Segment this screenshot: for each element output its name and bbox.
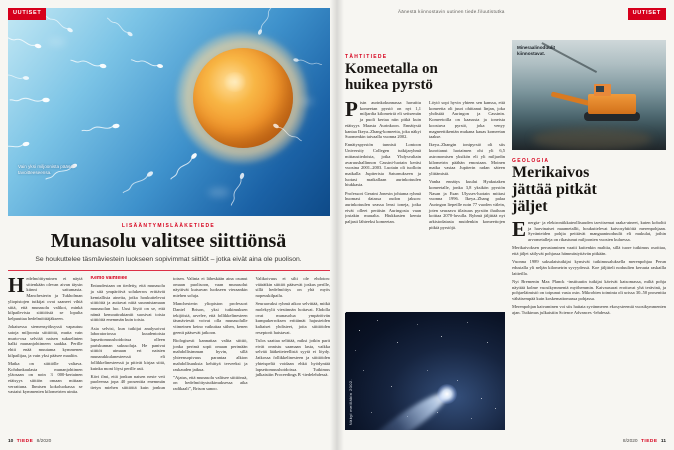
- issue-number: 8/2020: [36, 439, 52, 444]
- stars: [345, 312, 346, 313]
- article-paragraph: ”Ajatus, että munasolu valitsee siittiönsä, on hedelmöitystutkimuksessa aika radikaali”, Brison sanoo.: [173, 374, 248, 392]
- comet-head: [437, 384, 457, 404]
- article-paragraph: Tulos saattaa selittää, miksi jotkin parit eivät onnistu saamaan lasta, vaikka selvää lääketieteellistä syytä ei löydy. Jatkossa follikkelinesteen ja siittiöiden yhteispeliä voidaan ehkä hyödyntää lapsettomuushoidoissa. Tutkimus julkaistiin Proceedings B -tiedelehdessä.: [255, 338, 330, 378]
- article-paragraph: Professori Geraint Jonesin johtama ryhmä huomasi datassa oudon jakson: aurinkotuulen seassa lensi ioneja, jotka eivät olleet peräisin Auringosta vaan jostakin muualta. Hiukkasten kemia paljasti lähteeksi komeetan.: [345, 190, 421, 225]
- article-paragraph: Ikeya–Zhangin ionipyrstö oli siis kurottanut luotaimen ohi yli 6,5 astronomisen yksikön eli yli miljardin kilometrin päähän emostaan. Moinen matka vastaa Jupiterin radan säteen ylittämistä.: [429, 142, 505, 176]
- article-paragraph: Asia selvisi, kun tutkijat analysoivat laboratoriossa kuudentoista lapsettomuushoidoissa olleen pariskunnan sukusoluja. He panivat siittiöt uimaan eri naisten munarakkulanesteessä eli follikkelinesteessä ja pitivät kirjaa siitä, kuinka moni löysi perille asti.: [90, 325, 165, 371]
- magazine-name-right: TIEDE: [640, 439, 658, 444]
- article-paragraph: Kävi ilmi, että jonkun naisen neste veti puoleensa jopa 40 prosenttia enemmän tietyn miehen siittiöitä kuin jonkun toisen. Valinta ei läheskään aina osunut omaan puolisoon, vaan munasolut näyttivät kutsuvan luokseen vieraankin miehen soluja.: [90, 276, 248, 391]
- headline-egg-article: Munasolu valitsee siittiönsä: [50, 230, 287, 252]
- mining-machine-body: [588, 94, 636, 114]
- sperm-cells-illustration: [8, 8, 330, 216]
- egg-cell-photo: [8, 8, 330, 216]
- article-paragraph: Merikaivoksen perustaminen vaatii kuitenkin malttia, sillä tuore tutkimus osoittaa, että jäljet säilyvät pohjassa hämmästyttävän pitkään.: [512, 245, 666, 257]
- seabed-mining-photo: [512, 40, 666, 150]
- article-paragraph: Merenpohjan kaivaminen voi siis haitata syvänmeren ekosysteemiä vuosikymmenten ajan. Tutkimus julkaistiin Science Advances -lehdessä.: [512, 304, 666, 315]
- article-paragraph: Seuraavaksi ryhmä aikoo selvittää, mitkä molekyylit viestinnän hoitavat. Ehdolla ovat munasolua ympäröivän kumpukerroksen erittämät hajusteiden kaltaiset yhdisteet, joita siittiöiden reseptorit haistavat.: [255, 301, 330, 335]
- article-paragraph: Pisin aurinkokunnassa havaittu komeetan pyrstö on nyt 1,1 miljardia kilometriä eli seitsemän ja puoli kertaa niin pitkä kuin etäisyys Maasta Aurinkoon. Ennätystä kantaa Ikeya–Zhang-komeetta, joka näkyi Suomenkin taivaalla vuonna 2002.: [345, 100, 421, 140]
- article-paragraph: Valikoivuus ei silti ole ehdoton: väärätkin siittiöt pääsevät joskus perille, sillä hedelmöitys on yhä myös nopeuskilpailu.: [255, 276, 330, 299]
- egg-photo-caption: Vain yksi miljoonista pääsee tavoitteeseensa.: [18, 164, 76, 176]
- article-paragraph: Vuonna 1989 saksalaistutkijat kynsivät tutkimusaluksella merenpohjaa Perun edustalla yli neljän kilometrin syvyydessä. Koe jäljitteli noduulien keruuta raskailla laitteilla.: [512, 259, 666, 276]
- article-paragraph: Biologisesti kannattaa valita siittiö, jonka perimä sopii omaan perimään mahdollisimman hyvin, sillä yhteensopivuus parantaa alkion mahdollisuuksia kehittyä terveeksi ja raskauden jatkua.: [173, 338, 248, 372]
- drop-cap: H: [8, 276, 25, 297]
- page-number-left: 10: [8, 439, 14, 444]
- header-note: Äänestä kiinnostavin uutinen tiede.fi/uutistutka: [398, 9, 505, 14]
- article-paragraph: Nyt Bremenin Max Planck -instituutin tutkijat kävivät katsomassa, miltä pohja näyttää kolme vuosikymmentä myöhemmin. Kaivausurat erottuvat yhä terävinä, ja pohjaeläimistö on toipunut vasta osin. Mikrobien toiminta oli urissa 30–50 prosenttia vähäisempää kuin koskemattomassa pohjassa.: [512, 278, 666, 301]
- kicker-reproduction: LISÄÄNTYMISLÄÄKETIEDE: [121, 223, 216, 229]
- headline-comet-article: Komeetalla on huikea pyrstö: [345, 61, 438, 93]
- section-tag-left: UUTISET: [8, 8, 46, 20]
- issue-number-right: 8/2020: [622, 439, 638, 444]
- page-gutter: [330, 0, 344, 450]
- article-paragraph: Ennätyspyrstön tunnisti Lontoon University Collegen tutkijaryhmä mittaustiedoista, jotka Yhdysvaltain avaruushallinnon Cassini-luotain keräsi vuosina 2001–2003. Luotain oli tuolloin matkalla Jupiterista Saturnukseen ja luotasi matkallaan aurinkotuulen hiukkasia.: [345, 142, 421, 188]
- folio-left: [8, 439, 51, 444]
- article-paragraph: Löytö sopi hyvin yhteen sen kanssa, että komeetta oli juuri ohittanut linjan, joka yhdistää Auringon ja Cassinin. Komeetoilla on kaasusta ja ioneista koostuva pyrstö, joka venyy magneettikentän mukana kauas komeetan taakse.: [429, 100, 505, 140]
- comet-photo: [345, 312, 505, 430]
- article-paragraph: Matka on siittiölle valtava. Kohdunkaulasta munanjohtimen yläosaan on noin 3 000-kertainen etäisyys siittiön omaan mittaan verrattuna. Ihmisen kokoluokassa se vastaisi kymmenien kilometrien uintia.: [8, 360, 83, 395]
- sediment-plume: [532, 128, 652, 150]
- article-paragraph: Vanha ennätys kuului Hyakutaken komeetalle, jonka 3,8 yksikön pyrstön Nasan ja Esan Ulysses-luotain mittasi vuonna 1996. Ikeya–Zhang palaa Auringon liepeille noin 77 vuoden välein, joten seuraava tilaisuus pyrstön ihailuun koittaa 2070-luvulla. Ryhmä jäljittää nyt arkistodatasta muidenkin komeettojen pitkiä pyrstöjä.: [429, 179, 505, 230]
- kicker-geology: GEOLOGIA: [512, 158, 550, 164]
- page-number-right: 11: [660, 439, 666, 444]
- section-tag-right: UUTISET: [628, 8, 666, 20]
- headline-mining-article: Merikaivos jättää pitkät jäljet: [512, 164, 597, 215]
- mining-machine-window: [596, 86, 604, 92]
- article-paragraph: Entuudestaan on tiedetty, että munasolu ja sitä ympäröivä solukerros erittävät kemiallisia aineita, jotka houkuttelevat siittiöitä ja auttavat niitä suunnistamaan munasolun luo. Uusi löytö on se, että nämä kemoattraktantit suosivat toisia siittiöitä enemmän kuin toisia.: [90, 283, 165, 323]
- article-subhead: Kemo vaihtelee: [90, 276, 128, 281]
- drop-cap: E: [512, 220, 527, 241]
- mining-photo-caption: Mineraalinoduulit kiinnostavat.: [517, 45, 556, 57]
- article-paragraph: Hedelmöittyminen ei näytä sittenkään olevan aivan täysin kiinni sattumasta. Manchesterin ja Tukholman yliopistojen tutkijat ovat saaneet vihiä siitä, että munasolu valikoi, minkä kilpailevista siittiöistä se lopulta kelpuuttaa hedelmöittäjäkseen.: [8, 276, 83, 321]
- drop-cap: P: [345, 100, 358, 121]
- article-paragraph: Manchesterin yliopiston professori Daniel Brison, yksi tutkimuksen tekijöistä, arvelee, että follikkelinesteen täsmäviestit voivat olla munasolulle viimeinen keino vaikuttaa siihen, kenen geenit pääsevät jatkoon.: [173, 301, 248, 335]
- egg-article-body: [8, 276, 330, 436]
- article-paragraph: Jokaisessa siemensyöksyssä vapautuu satoja miljoonia siittiöitä, mutta vain murto-osa selviää naisen sukuelinten halki munanjohtimeen saakka. Perille ehtii enää muutama kymmenen kilpailijaa, ja vain yksi pääsee maaliin.: [8, 324, 83, 358]
- divider-rule: [8, 270, 330, 271]
- mining-article-body: [512, 220, 666, 428]
- subhead-egg-article: Se houkuttelee täsmäviestein luokseen sopivimmat siittiöt – jotka eivät aina ole puolison.: [35, 256, 302, 263]
- folio-right: [623, 439, 666, 444]
- comet-photo-caption: Näkyi meilläkin 2002.: [348, 378, 353, 425]
- article-paragraph: Energia- ja elektroniikkateollisuuden tarvitsemat raaka-aineet, kuten koboltti ja harvinaiset maametallit, houkuttelevat kaivosyhtiöitä merenpohjaan. Syvänteiden pohjia peittävät mangaaninoduulit eli mukulat, joihin arvometalleja on rikastunut miljoonien vuosien kuluessa.: [512, 220, 666, 243]
- kicker-astronomy: TÄHTITIEDE: [345, 54, 388, 60]
- magazine-name: TIEDE: [16, 439, 34, 444]
- comet-article-body: [345, 100, 505, 306]
